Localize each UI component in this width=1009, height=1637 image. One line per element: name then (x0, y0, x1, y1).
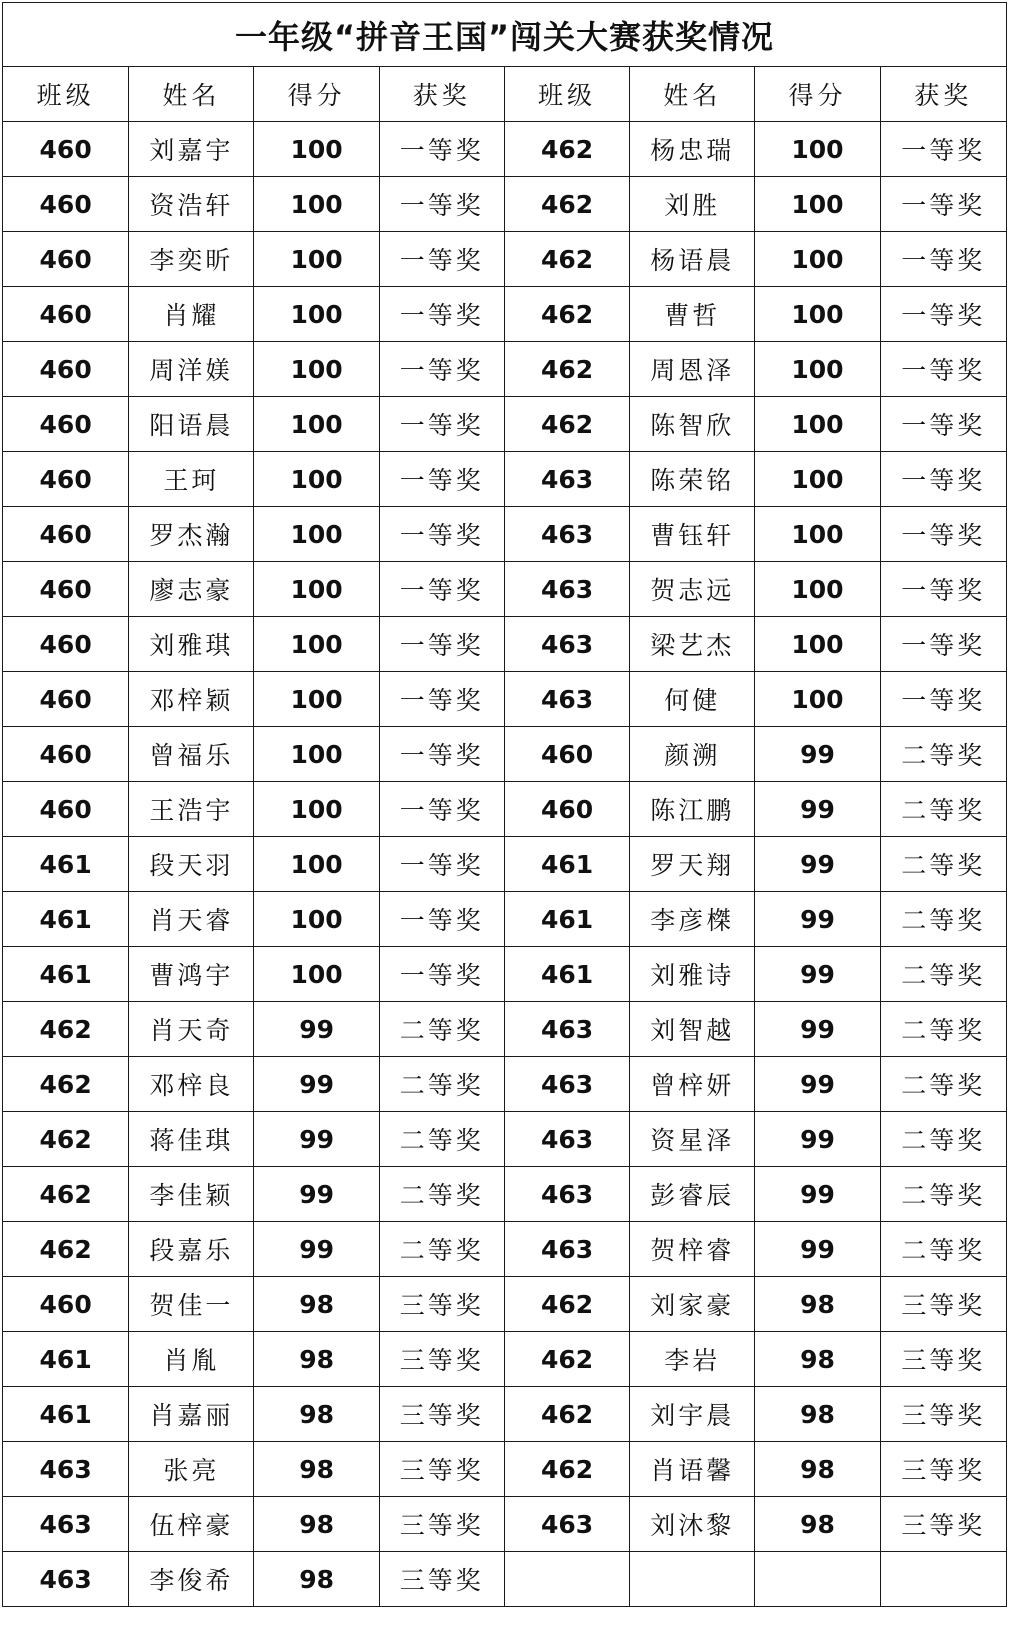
award-cell: 一等奖 (880, 122, 1006, 177)
name-cell: 曾福乐 (129, 727, 254, 782)
name-cell: 刘雅诗 (630, 947, 755, 1002)
table-row (3, 947, 1007, 1002)
class-cell: 462 (504, 232, 629, 287)
score-cell: 99 (755, 1057, 880, 1112)
name-cell: 段天羽 (129, 837, 254, 892)
class-cell: 462 (504, 397, 629, 452)
table-row (3, 287, 1007, 342)
table-row (3, 892, 1007, 947)
score-cell: 100 (254, 452, 379, 507)
score-cell: 100 (254, 727, 379, 782)
empty-cell (880, 1552, 1006, 1607)
class-cell: 462 (504, 1387, 629, 1442)
name-cell: 曹鸿宇 (129, 947, 254, 1002)
class-cell: 461 (3, 837, 129, 892)
header-name: 姓名 (630, 67, 755, 122)
name-cell: 资星泽 (630, 1112, 755, 1167)
award-cell: 三等奖 (379, 1497, 504, 1552)
award-cell: 一等奖 (379, 122, 504, 177)
name-cell: 王珂 (129, 452, 254, 507)
award-cell: 一等奖 (880, 562, 1006, 617)
award-cell: 三等奖 (880, 1387, 1006, 1442)
score-cell: 100 (755, 507, 880, 562)
name-cell: 阳语晨 (129, 397, 254, 452)
award-cell: 一等奖 (880, 452, 1006, 507)
score-cell: 98 (254, 1442, 379, 1497)
table-row (3, 342, 1007, 397)
class-cell: 463 (504, 672, 629, 727)
award-cell: 二等奖 (379, 1112, 504, 1167)
class-cell: 462 (3, 1057, 129, 1112)
award-cell: 二等奖 (379, 1167, 504, 1222)
award-cell: 三等奖 (880, 1497, 1006, 1552)
award-cell: 三等奖 (379, 1277, 504, 1332)
class-cell: 462 (504, 122, 629, 177)
name-cell: 贺佳一 (129, 1277, 254, 1332)
name-cell: 刘宇晨 (630, 1387, 755, 1442)
class-cell: 463 (504, 452, 629, 507)
name-cell: 伍梓豪 (129, 1497, 254, 1552)
name-cell: 刘智越 (630, 1002, 755, 1057)
score-cell: 99 (254, 1112, 379, 1167)
score-cell: 100 (254, 782, 379, 837)
awards-table (2, 2, 1007, 1607)
name-cell: 彭睿辰 (630, 1167, 755, 1222)
name-cell: 周洋媄 (129, 342, 254, 397)
class-cell: 460 (3, 617, 129, 672)
class-cell: 460 (3, 727, 129, 782)
name-cell: 贺志远 (630, 562, 755, 617)
award-cell: 二等奖 (880, 947, 1006, 1002)
award-cell: 三等奖 (880, 1332, 1006, 1387)
class-cell: 463 (504, 562, 629, 617)
table-row (3, 1112, 1007, 1167)
name-cell: 周恩泽 (630, 342, 755, 397)
score-cell: 100 (755, 397, 880, 452)
class-cell: 463 (504, 1167, 629, 1222)
award-cell: 二等奖 (379, 1222, 504, 1277)
class-cell: 460 (3, 452, 129, 507)
award-cell: 一等奖 (379, 397, 504, 452)
class-cell: 461 (3, 947, 129, 1002)
award-cell: 一等奖 (379, 892, 504, 947)
score-cell: 100 (755, 342, 880, 397)
name-cell: 廖志豪 (129, 562, 254, 617)
score-cell: 98 (755, 1277, 880, 1332)
class-cell: 460 (3, 397, 129, 452)
header-class: 班级 (504, 67, 629, 122)
score-cell: 100 (254, 122, 379, 177)
name-cell: 贺梓睿 (630, 1222, 755, 1277)
score-cell: 99 (254, 1167, 379, 1222)
class-cell: 462 (504, 287, 629, 342)
name-cell: 邓梓颖 (129, 672, 254, 727)
table-row (3, 1057, 1007, 1112)
award-cell: 二等奖 (880, 1222, 1006, 1277)
score-cell: 99 (254, 1002, 379, 1057)
name-cell: 段嘉乐 (129, 1222, 254, 1277)
table-row (3, 1387, 1007, 1442)
score-cell: 99 (755, 727, 880, 782)
score-cell: 100 (254, 617, 379, 672)
score-cell: 100 (254, 397, 379, 452)
name-cell: 肖胤 (129, 1332, 254, 1387)
award-cell: 一等奖 (379, 727, 504, 782)
award-cell: 三等奖 (379, 1552, 504, 1607)
class-cell: 460 (3, 782, 129, 837)
score-cell: 100 (254, 287, 379, 342)
score-cell: 98 (755, 1332, 880, 1387)
name-cell: 李奕昕 (129, 232, 254, 287)
class-cell: 463 (3, 1442, 129, 1497)
score-cell: 99 (755, 1167, 880, 1222)
table-row (3, 452, 1007, 507)
name-cell: 罗天翔 (630, 837, 755, 892)
class-cell: 462 (504, 177, 629, 232)
score-cell: 98 (254, 1552, 379, 1607)
table-row (3, 1442, 1007, 1497)
award-cell: 一等奖 (880, 507, 1006, 562)
name-cell: 肖天睿 (129, 892, 254, 947)
class-cell: 460 (3, 122, 129, 177)
score-cell: 100 (254, 562, 379, 617)
award-cell: 二等奖 (880, 892, 1006, 947)
award-cell: 二等奖 (379, 1002, 504, 1057)
score-cell: 99 (254, 1057, 379, 1112)
name-cell: 杨语晨 (630, 232, 755, 287)
table-row (3, 1002, 1007, 1057)
name-cell: 陈智欣 (630, 397, 755, 452)
table-row (3, 617, 1007, 672)
award-cell: 一等奖 (880, 232, 1006, 287)
table-row (3, 1332, 1007, 1387)
table-body (3, 122, 1007, 1607)
score-cell: 100 (755, 562, 880, 617)
name-cell: 陈江鹏 (630, 782, 755, 837)
award-cell: 一等奖 (880, 342, 1006, 397)
score-cell: 99 (254, 1222, 379, 1277)
empty-cell (755, 1552, 880, 1607)
score-cell: 100 (755, 287, 880, 342)
class-cell: 460 (3, 1277, 129, 1332)
name-cell: 杨忠瑞 (630, 122, 755, 177)
header-score: 得分 (254, 67, 379, 122)
name-cell: 刘沐黎 (630, 1497, 755, 1552)
name-cell: 曹哲 (630, 287, 755, 342)
award-cell: 一等奖 (379, 617, 504, 672)
empty-cell (504, 1552, 629, 1607)
table-row (3, 1552, 1007, 1607)
class-cell: 461 (504, 892, 629, 947)
score-cell: 100 (755, 177, 880, 232)
score-cell: 100 (755, 122, 880, 177)
class-cell: 461 (3, 1387, 129, 1442)
award-cell: 一等奖 (880, 397, 1006, 452)
class-cell: 463 (504, 1112, 629, 1167)
class-cell: 463 (3, 1497, 129, 1552)
class-cell: 463 (504, 1222, 629, 1277)
class-cell: 463 (504, 617, 629, 672)
score-cell: 100 (254, 342, 379, 397)
table-row (3, 1222, 1007, 1277)
class-cell: 462 (3, 1222, 129, 1277)
award-cell: 二等奖 (379, 1057, 504, 1112)
score-cell: 100 (254, 672, 379, 727)
score-cell: 98 (755, 1442, 880, 1497)
class-cell: 463 (504, 1057, 629, 1112)
class-cell: 463 (504, 507, 629, 562)
class-cell: 460 (504, 782, 629, 837)
class-cell: 462 (3, 1002, 129, 1057)
award-cell: 二等奖 (880, 1167, 1006, 1222)
header-name: 姓名 (129, 67, 254, 122)
award-cell: 一等奖 (880, 617, 1006, 672)
score-cell: 100 (755, 452, 880, 507)
name-cell: 资浩轩 (129, 177, 254, 232)
name-cell: 肖嘉丽 (129, 1387, 254, 1442)
name-cell: 刘家豪 (630, 1277, 755, 1332)
award-cell: 三等奖 (379, 1442, 504, 1497)
score-cell: 99 (755, 947, 880, 1002)
name-cell: 刘雅琪 (129, 617, 254, 672)
class-cell: 460 (3, 232, 129, 287)
class-cell: 460 (504, 727, 629, 782)
name-cell: 梁艺杰 (630, 617, 755, 672)
table-row (3, 782, 1007, 837)
award-cell: 一等奖 (379, 342, 504, 397)
name-cell: 李佳颖 (129, 1167, 254, 1222)
award-cell: 三等奖 (880, 1277, 1006, 1332)
table-row (3, 122, 1007, 177)
class-cell: 462 (504, 342, 629, 397)
table-row (3, 672, 1007, 727)
score-cell: 98 (755, 1497, 880, 1552)
name-cell: 曹钰轩 (630, 507, 755, 562)
award-cell: 二等奖 (880, 1002, 1006, 1057)
class-cell: 463 (504, 1497, 629, 1552)
award-cell: 一等奖 (880, 672, 1006, 727)
table-row (3, 1167, 1007, 1222)
class-cell: 462 (3, 1112, 129, 1167)
award-cell: 二等奖 (880, 1057, 1006, 1112)
class-cell: 460 (3, 177, 129, 232)
empty-cell (630, 1552, 755, 1607)
award-cell: 一等奖 (379, 177, 504, 232)
score-cell: 98 (254, 1277, 379, 1332)
score-cell: 99 (755, 892, 880, 947)
name-cell: 李彦榤 (630, 892, 755, 947)
name-cell: 曾梓妍 (630, 1057, 755, 1112)
header-award: 获奖 (379, 67, 504, 122)
class-cell: 461 (504, 947, 629, 1002)
class-cell: 460 (3, 287, 129, 342)
score-cell: 99 (755, 837, 880, 892)
score-cell: 100 (254, 507, 379, 562)
award-cell: 三等奖 (880, 1442, 1006, 1497)
table-row (3, 1277, 1007, 1332)
award-cell: 三等奖 (379, 1332, 504, 1387)
award-cell: 一等奖 (379, 232, 504, 287)
class-cell: 463 (3, 1552, 129, 1607)
table-row (3, 177, 1007, 232)
header-score: 得分 (755, 67, 880, 122)
name-cell: 李俊希 (129, 1552, 254, 1607)
award-cell: 一等奖 (379, 287, 504, 342)
score-cell: 100 (755, 232, 880, 287)
score-cell: 99 (755, 1112, 880, 1167)
table-row (3, 397, 1007, 452)
name-cell: 张亮 (129, 1442, 254, 1497)
score-cell: 100 (254, 232, 379, 287)
class-cell: 462 (504, 1442, 629, 1497)
award-cell: 二等奖 (880, 782, 1006, 837)
score-cell: 100 (755, 672, 880, 727)
score-cell: 99 (755, 782, 880, 837)
table-row (3, 727, 1007, 782)
name-cell: 刘嘉宇 (129, 122, 254, 177)
score-cell: 99 (755, 1002, 880, 1057)
score-cell: 100 (254, 177, 379, 232)
name-cell: 蒋佳琪 (129, 1112, 254, 1167)
award-cell: 二等奖 (880, 1112, 1006, 1167)
score-cell: 98 (254, 1332, 379, 1387)
name-cell: 罗杰瀚 (129, 507, 254, 562)
class-cell: 461 (504, 837, 629, 892)
award-cell: 二等奖 (880, 837, 1006, 892)
header-row (3, 67, 1007, 122)
award-cell: 一等奖 (379, 452, 504, 507)
award-cell: 一等奖 (379, 947, 504, 1002)
class-cell: 460 (3, 342, 129, 397)
class-cell: 461 (3, 1332, 129, 1387)
class-cell: 460 (3, 562, 129, 617)
table-row (3, 562, 1007, 617)
award-cell: 三等奖 (379, 1387, 504, 1442)
header-class: 班级 (3, 67, 129, 122)
name-cell: 李岩 (630, 1332, 755, 1387)
score-cell: 100 (755, 617, 880, 672)
score-cell: 98 (254, 1497, 379, 1552)
header-award: 获奖 (880, 67, 1006, 122)
award-cell: 一等奖 (379, 837, 504, 892)
class-cell: 460 (3, 507, 129, 562)
class-cell: 462 (3, 1167, 129, 1222)
score-cell: 100 (254, 947, 379, 1002)
award-cell: 一等奖 (379, 507, 504, 562)
name-cell: 王浩宇 (129, 782, 254, 837)
name-cell: 肖耀 (129, 287, 254, 342)
class-cell: 462 (504, 1332, 629, 1387)
name-cell: 刘胜 (630, 177, 755, 232)
award-cell: 一等奖 (880, 177, 1006, 232)
score-cell: 98 (755, 1387, 880, 1442)
score-cell: 98 (254, 1387, 379, 1442)
award-cell: 一等奖 (379, 782, 504, 837)
score-cell: 100 (254, 837, 379, 892)
table-row (3, 232, 1007, 287)
class-cell: 462 (504, 1277, 629, 1332)
name-cell: 何健 (630, 672, 755, 727)
name-cell: 颜溯 (630, 727, 755, 782)
class-cell: 460 (3, 672, 129, 727)
name-cell: 肖语馨 (630, 1442, 755, 1497)
award-cell: 一等奖 (379, 672, 504, 727)
name-cell: 邓梓良 (129, 1057, 254, 1112)
class-cell: 463 (504, 1002, 629, 1057)
table-row (3, 507, 1007, 562)
table-row (3, 1497, 1007, 1552)
award-cell: 一等奖 (379, 562, 504, 617)
table-row (3, 837, 1007, 892)
name-cell: 肖天奇 (129, 1002, 254, 1057)
score-cell: 100 (254, 892, 379, 947)
name-cell: 陈荣铭 (630, 452, 755, 507)
class-cell: 461 (3, 892, 129, 947)
table-title: 一年级“拼音王国”闯关大赛获奖情况 (3, 3, 1007, 67)
score-cell: 99 (755, 1222, 880, 1277)
award-cell: 二等奖 (880, 727, 1006, 782)
award-cell: 一等奖 (880, 287, 1006, 342)
